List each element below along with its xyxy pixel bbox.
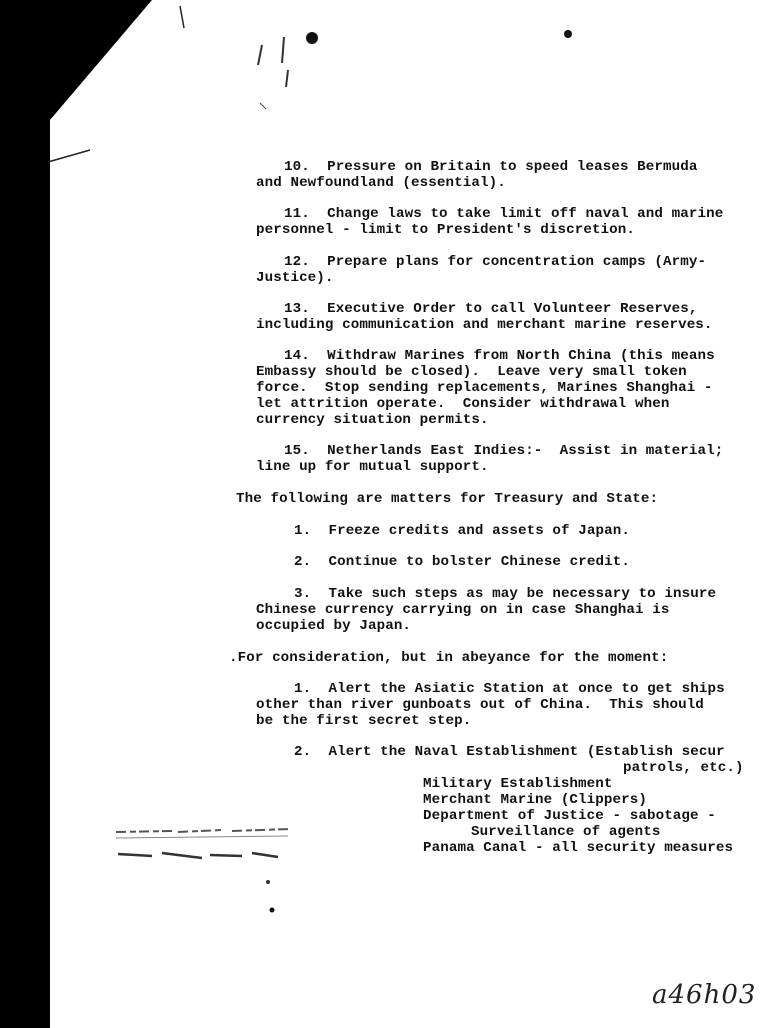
item-10-line-2: and Newfoundland (essential). — [256, 175, 506, 191]
item-14-line-3: force. Stop sending replacements, Marines Shanghai - — [256, 380, 713, 396]
item-13-line-1: 13. Executive Order to call Volunteer Reserves, — [284, 301, 698, 317]
item-15-line-2: line up for mutual support. — [256, 459, 489, 475]
item-14-line-1: 14. Withdraw Marines from North China (this means — [284, 348, 715, 364]
item-14-line-4: let attrition operate. Consider withdrawal when — [256, 396, 670, 412]
abeyance-list-1: Military Establishment — [423, 776, 613, 792]
abeyance-item-1-line-2: other than river gunboats out of China. This should — [256, 697, 704, 713]
abeyance-item-1-line-3: be the first secret step. — [256, 713, 472, 729]
item-11-line-2: personnel - limit to President's discretion. — [256, 222, 636, 238]
item-13-line-2: including communication and merchant marine reserves. — [256, 317, 713, 333]
item-12-line-1: 12. Prepare plans for concentration camps (Army- — [284, 254, 707, 270]
treasury-item-3-line-1: 3. Take such steps as may be necessary to insure — [294, 586, 717, 602]
stray-dots — [260, 874, 280, 914]
abeyance-heading: .For consideration, but in abeyance for the moment: — [229, 650, 669, 666]
abeyance-list-2: Merchant Marine (Clippers) — [423, 792, 647, 808]
treasury-item-1: 1. Freeze credits and assets of Japan. — [294, 523, 630, 539]
abeyance-list-4: Surveillance of agents — [471, 824, 661, 840]
abeyance-item-2-line-2: patrols, etc.) — [623, 760, 744, 776]
abeyance-item-1-line-1: 1. Alert the Asiatic Station at once to get ships — [294, 681, 725, 697]
margin-marks — [240, 25, 580, 120]
folded-corner — [0, 0, 210, 260]
abeyance-list-3: Department of Justice - sabotage - — [423, 808, 716, 824]
treasury-heading: The following are matters for Treasury and State: — [236, 491, 659, 507]
treasury-item-3-line-2: Chinese currency carrying on in case Shanghai is — [256, 602, 670, 618]
item-10-line-1: 10. Pressure on Britain to speed leases Bermuda — [284, 159, 698, 175]
item-14-line-5: currency situation permits. — [256, 412, 489, 428]
treasury-item-3-line-3: occupied by Japan. — [256, 618, 412, 634]
abeyance-item-2-line-1: 2. Alert the Naval Establishment (Establish secur — [294, 744, 725, 760]
item-11-line-1: 11. Change laws to take limit off naval and marine — [284, 206, 724, 222]
treasury-item-2: 2. Continue to bolster Chinese credit. — [294, 554, 630, 570]
archive-number: a46h03 — [652, 980, 757, 1010]
bleed-through-marks — [112, 822, 292, 868]
item-12-line-2: Justice). — [256, 270, 334, 286]
item-15-line-1: 15. Netherlands East Indies:- Assist in material; — [284, 443, 724, 459]
item-14-line-2: Embassy should be closed). Leave very small token — [256, 364, 687, 380]
abeyance-list-5: Panama Canal - all security measures — [423, 840, 734, 856]
